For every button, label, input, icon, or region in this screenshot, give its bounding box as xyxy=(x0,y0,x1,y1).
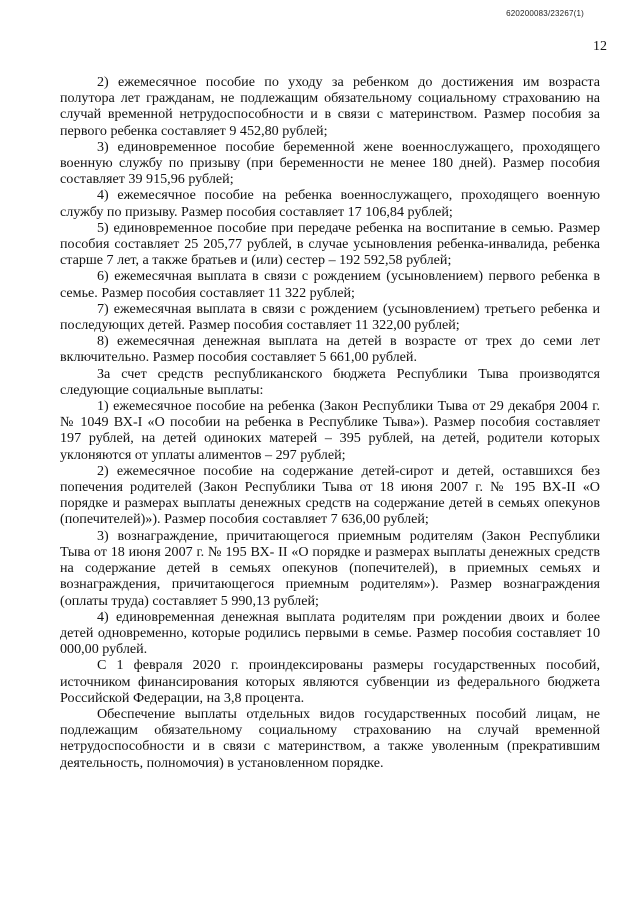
paragraph: За счет средств республиканского бюджета Республики Тыва производятся следующие социальные выплаты: xyxy=(60,365,600,398)
paragraph: 3) единовременное пособие беременной жене военнослужащего, проходящего военную службу по призыву (при беременности не менее 180 дней). Размер пособия составляет 39 915,96 рублей; xyxy=(60,138,600,188)
document-id: 620200083/23267(1) xyxy=(506,9,584,18)
paragraph: 4) единовременная денежная выплата родителям при рождении двоих и более детей одновременно, которые родились первыми в семье. Размер пособия составляет 10 000,00 рублей. xyxy=(60,608,600,658)
paragraph: С 1 февраля 2020 г. проиндексированы размеры государственных пособий, источником финансирования которых являются субвенции из федерального бюджета Российской Федерации, на 3,8 процента. xyxy=(60,657,600,706)
paragraph: 7) ежемесячная выплата в связи с рождением (усыновлением) третьего ребенка и последующих детей. Размер пособия составляет 11 322,00 рублей; xyxy=(60,300,600,334)
paragraph: 5) единовременное пособие при передаче ребенка на воспитание в семью. Размер пособия составляет 25 205,77 рублей, в случае усыновления ребенка-инвалида, ребенка старше 7 лет, а также братьев и (или) сестер – 192 592,58 рублей; xyxy=(60,219,600,269)
paragraph: 1) ежемесячное пособие на ребенка (Закон Республики Тыва от 29 декабря 2004 г. № 1049 ВХ-I «О пособии на ребенка в Республике Тыва»). Размер пособия составляет 197 рублей, на детей одиноких матерей – 395 рублей, на детей, родители которых уклоняются от уплаты алиментов – 297 рублей; xyxy=(60,398,600,463)
paragraph: 3) вознаграждение, причитающегося приемным родителям (Закон Республики Тыва от 18 июня 2007 г. № 195 ВХ- II «О порядке и размерах выплаты денежных средств на содержание детей в семьях опекунов (попечителей), в приемных семьях и вознаграждения, причитающегося приемным родителям»). Размер вознаграждения (оплаты труда) составляет 5 990,13 рублей; xyxy=(60,527,600,609)
paragraph: 8) ежемесячная денежная выплата на детей в возрасте от трех до семи лет включительно. Размер пособия составляет 5 661,00 рублей. xyxy=(60,333,600,366)
document-body xyxy=(60,74,600,771)
paragraph: 4) ежемесячное пособие на ребенка военнослужащего, проходящего военную службу по призыву. Размер пособия составляет 17 106,84 рублей; xyxy=(60,187,600,220)
paragraph: 2) ежемесячное пособие по уходу за ребенком до достижения им возраста полутора лет гражданам, не подлежащим обязательному социальному страхованию на случай временной нетрудоспособности и в связи с материнством. Размер пособия за первого ребенка составляет 9 452,80 рублей; xyxy=(60,74,600,139)
paragraph: 2) ежемесячное пособие на содержание детей-сирот и детей, оставшихся без попечения родителей (Закон Республики Тыва от 18 июня 2007 г. № 195 ВХ-II «О порядке и размерах выплаты денежных средств на содержание детей в семьях опекунов (попечителей)»). Размер пособия составляет 7 636,00 рублей; xyxy=(60,462,600,528)
page-number: 12 xyxy=(593,39,607,54)
paragraph: 6) ежемесячная выплата в связи с рождением (усыновлением) первого ребенка в семье. Размер пособия составляет 11 322 рублей; xyxy=(60,268,600,301)
paragraph: Обеспечение выплаты отдельных видов государственных пособий лицам, не подлежащим обязательному социальному страхованию на случай временной нетрудоспособности и в связи с материнством, а также уволенным (прекратившим деятельность, полномочия) в установленном порядке. xyxy=(60,705,600,771)
